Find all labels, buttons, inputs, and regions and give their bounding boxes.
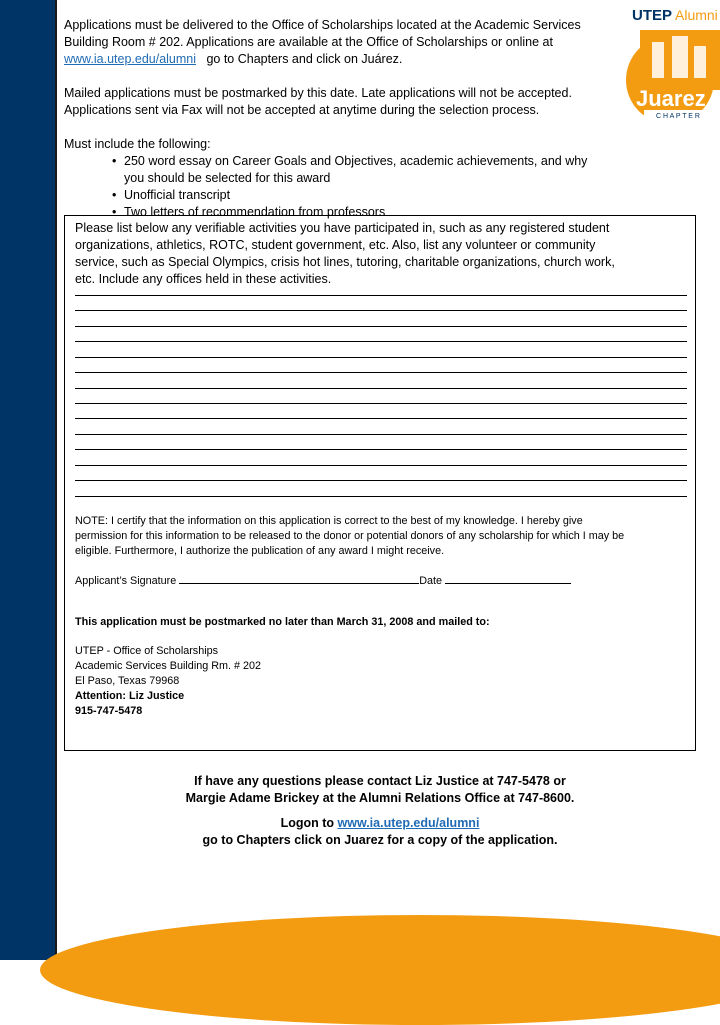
logo-suffix: Alumni xyxy=(675,7,718,23)
signature-field[interactable] xyxy=(179,572,419,584)
fax-rule-line: Applications sent via Fax will not be accepted at anytime during the selection process. xyxy=(64,103,540,117)
activity-entry-line[interactable] xyxy=(75,372,687,373)
activity-entry-line[interactable] xyxy=(75,357,687,358)
activity-entry-line[interactable] xyxy=(75,388,687,389)
activity-entry-line[interactable] xyxy=(75,310,687,311)
mail-rule-line: Mailed applications must be postmarked by this date. Late applications will not be accepted. xyxy=(64,86,572,100)
signature-row xyxy=(75,572,571,587)
list-item: • 250 word essay on Career Goals and Objectives, academic achievements, and why you should be selected for this award xyxy=(112,154,588,185)
activity-entry-line[interactable] xyxy=(75,341,687,342)
activities-instructions: Please list below any verifiable activities you have participated in, such as any registered student organizations, athletics, ROTC, student government, etc. Also, list any volunteer or community service, such as Special Olympics, crisis hot lines, tutoring, charitable organizations, church work, etc. Include any offices held in these activities. xyxy=(75,221,615,286)
instructions-line xyxy=(64,51,624,68)
activity-entry-line[interactable] xyxy=(75,480,687,481)
date-label: Date xyxy=(419,575,443,587)
activity-entry-line[interactable] xyxy=(75,295,687,296)
contact-line: If have any questions please contact Liz Justice at 747-5478 or xyxy=(194,774,566,788)
activities-form-box xyxy=(64,215,696,751)
activity-entry-line[interactable] xyxy=(75,449,687,450)
activity-entry-line[interactable] xyxy=(75,418,687,419)
certification-note: NOTE: I certify that the information on this application is correct to the best of my knowledge. I hereby give permission for this information to be released to the donor or potential donors of any scholarship for which I may be eligible. Furthermore, I authorize the publication of any award I might receive. xyxy=(75,515,625,557)
instructions-text: go to Chapters and click on Juárez. xyxy=(206,52,403,66)
activity-entry-line[interactable] xyxy=(75,403,687,404)
activity-entry-line[interactable] xyxy=(75,496,687,497)
alumni-link[interactable]: www.ia.utep.edu/alumni xyxy=(64,52,197,66)
requirements-list xyxy=(64,153,624,221)
sidebar-edge xyxy=(55,0,57,960)
signature-label: Applicant’s Signature xyxy=(75,575,177,587)
must-include-heading: Must include the following: xyxy=(64,137,211,151)
attention-line: Attention: Liz Justice xyxy=(75,690,185,702)
left-sidebar-band xyxy=(0,0,55,960)
phone-number: 915-747-5478 xyxy=(75,705,143,717)
date-field[interactable] xyxy=(445,572,571,584)
instructions-line: Building Room # 202. Applications are available at the Office of Scholarships or online at xyxy=(64,35,553,49)
contact-info xyxy=(64,773,696,849)
logo-chapter-name: Juarez xyxy=(636,86,706,111)
footer-swoosh xyxy=(40,915,720,1025)
logo-brand: UTEP xyxy=(632,7,673,24)
logon-line: Logon to www.ia.utep.edu/alumni xyxy=(280,816,480,830)
list-item: • Two letters of recommendation from professors xyxy=(112,205,386,219)
alumni-link[interactable]: www.ia.utep.edu/alumni xyxy=(337,816,480,830)
activity-entry-line[interactable] xyxy=(75,434,687,435)
utep-alumni-juarez-logo xyxy=(622,2,720,120)
contact-line: go to Chapters click on Juarez for a copy of the application. xyxy=(202,833,558,847)
activity-entry-line[interactable] xyxy=(75,465,687,466)
activity-entry-line[interactable] xyxy=(75,326,687,327)
list-item: • Unofficial transcript xyxy=(112,188,231,202)
logo-graphic xyxy=(622,2,720,120)
mailing-address: UTEP - Office of Scholarships Academic Services Building Rm. # 202 El Paso, Texas 79968 Attention: Liz Justice 915-747-5478 xyxy=(75,645,262,717)
contact-line: Margie Adame Brickey at the Alumni Relations Office at 747-8600. xyxy=(185,791,575,805)
postmark-deadline: This application must be postmarked no later than March 31, 2008 and mailed to: xyxy=(75,616,490,628)
application-instructions xyxy=(64,17,624,221)
instructions-line: Applications must be delivered to the Office of Scholarships located at the Academic Services xyxy=(64,18,581,32)
logo-chapter-word: C H A P T E R xyxy=(656,113,700,120)
